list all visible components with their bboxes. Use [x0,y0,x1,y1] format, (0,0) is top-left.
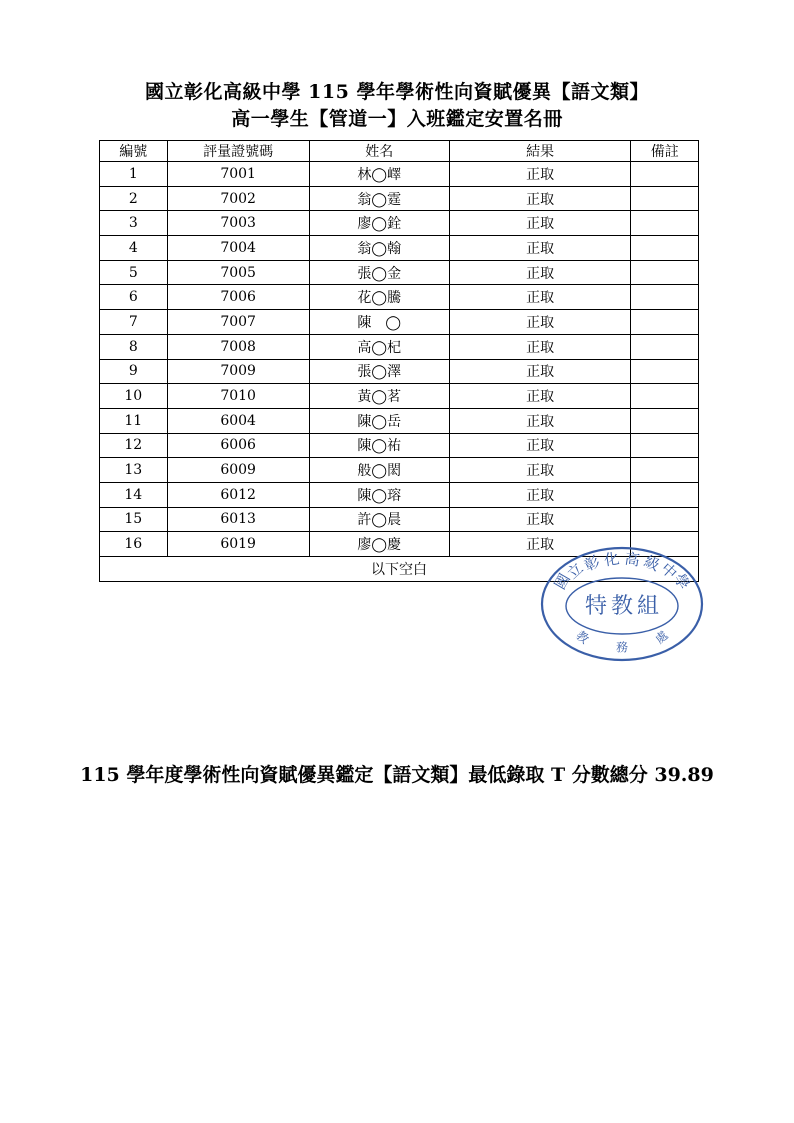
table-row [100,482,699,507]
seal-bottom-char: 教 [573,628,592,647]
header-number: 編號 [100,141,168,162]
cell-result: 正取 [449,359,631,384]
header-name: 姓名 [309,141,449,162]
cell-note [631,211,699,236]
seal-center-char: 組 [636,594,660,619]
cell-result: 正取 [449,186,631,211]
cell-result: 正取 [449,236,631,261]
cell-name: 陳◯岳 [309,408,449,433]
cell-number: 13 [100,458,168,483]
cell-result: 正取 [449,458,631,483]
cell-exam-id: 7009 [167,359,309,384]
seal-outer-char: 高 [623,549,642,570]
cell-name: 高◯杞 [309,334,449,359]
cell-exam-id: 7008 [167,334,309,359]
cell-exam-id: 7002 [167,186,309,211]
cell-name: 廖◯銓 [309,211,449,236]
cell-result: 正取 [449,507,631,532]
seal-outer-char: 國 [550,570,574,593]
table-row [100,507,699,532]
cell-exam-id: 6009 [167,458,309,483]
cell-number: 1 [100,162,168,187]
cell-exam-id: 6006 [167,433,309,458]
cell-name: 花◯騰 [309,285,449,310]
blank-below-label: 以下空白 [100,557,699,582]
table-row [100,162,699,187]
placement-table [99,140,699,582]
official-seal-stamp [538,544,706,664]
cell-exam-id: 7003 [167,211,309,236]
cell-number: 12 [100,433,168,458]
table-row [100,310,699,335]
cell-note [631,384,699,409]
cell-note [631,186,699,211]
seal-outer-char: 學 [670,570,694,593]
seal-outer-char: 立 [563,559,587,583]
header-exam-id: 評量證號碼 [167,141,309,162]
cell-name: 陳◯祐 [309,433,449,458]
cell-result: 正取 [449,482,631,507]
cell-exam-id: 7004 [167,236,309,261]
cell-exam-id: 7007 [167,310,309,335]
cell-exam-id: 7006 [167,285,309,310]
cell-exam-id: 7010 [167,384,309,409]
cell-note [631,162,699,187]
seal-bottom-char: 處 [652,628,671,647]
seal-bottom-char: 務 [615,640,629,655]
seal-outer-char: 中 [657,559,681,583]
cell-result: 正取 [449,433,631,458]
cell-number: 5 [100,260,168,285]
table-row [100,384,699,409]
seal-outer-char: 化 [602,549,621,570]
cell-note [631,285,699,310]
table-row [100,211,699,236]
cell-name: 許◯晨 [309,507,449,532]
cell-result: 正取 [449,384,631,409]
cell-exam-id: 6013 [167,507,309,532]
cell-result: 正取 [449,334,631,359]
cell-name: 陳◯瑢 [309,482,449,507]
table-header-row [100,141,699,162]
cell-name: 廖◯慶 [309,532,449,557]
cell-number: 2 [100,186,168,211]
cell-number: 14 [100,482,168,507]
table-row [100,433,699,458]
cell-number: 11 [100,408,168,433]
seal-center-char: 教 [610,594,634,619]
cell-number: 3 [100,211,168,236]
cell-note [631,482,699,507]
seal-outer-char: 級 [641,552,663,575]
cell-name: 般◯閎 [309,458,449,483]
seal-center-char: 特 [584,594,608,619]
table-row [100,408,699,433]
cell-number: 15 [100,507,168,532]
cell-note [631,359,699,384]
cell-name: 黃◯茗 [309,384,449,409]
table-row [100,260,699,285]
seal-outer-char: 彰 [581,552,603,575]
document-title-line2: 高一學生【管道一】入班鑑定安置名冊 [231,108,563,130]
table-row [100,186,699,211]
cell-name: 林◯嶧 [309,162,449,187]
cell-number: 6 [100,285,168,310]
cell-result: 正取 [449,211,631,236]
cell-exam-id: 6012 [167,482,309,507]
table-row [100,458,699,483]
cell-note [631,334,699,359]
cell-name: 陳 ◯ [309,310,449,335]
cell-note [631,408,699,433]
table-row [100,285,699,310]
table-row [100,359,699,384]
cell-result: 正取 [449,532,631,557]
cell-name: 張◯澤 [309,359,449,384]
cell-result: 正取 [449,260,631,285]
cell-number: 9 [100,359,168,384]
cell-name: 翁◯霆 [309,186,449,211]
cell-result: 正取 [449,408,631,433]
cell-note [631,310,699,335]
cell-note [631,458,699,483]
cell-note [631,236,699,261]
cell-exam-id: 7005 [167,260,309,285]
cell-number: 4 [100,236,168,261]
cell-name: 翁◯翰 [309,236,449,261]
cell-exam-id: 6004 [167,408,309,433]
cell-note [631,260,699,285]
table-row [100,334,699,359]
cell-number: 7 [100,310,168,335]
cell-result: 正取 [449,310,631,335]
cell-note [631,507,699,532]
cell-name: 張◯金 [309,260,449,285]
table-row [100,236,699,261]
cell-exam-id: 6019 [167,532,309,557]
minimum-score-note: 115 學年度學術性向資賦優異鑑定【語文類】最低錄取 T 分數總分 39.89 [80,764,714,786]
cell-number: 16 [100,532,168,557]
cell-result: 正取 [449,162,631,187]
document-title-line1: 國立彰化高級中學 115 學年學術性向資賦優異【語文類】 [145,81,649,103]
cell-number: 8 [100,334,168,359]
cell-exam-id: 7001 [167,162,309,187]
cell-result: 正取 [449,285,631,310]
header-note: 備註 [631,141,699,162]
header-result: 結果 [449,141,631,162]
cell-number: 10 [100,384,168,409]
cell-note [631,433,699,458]
